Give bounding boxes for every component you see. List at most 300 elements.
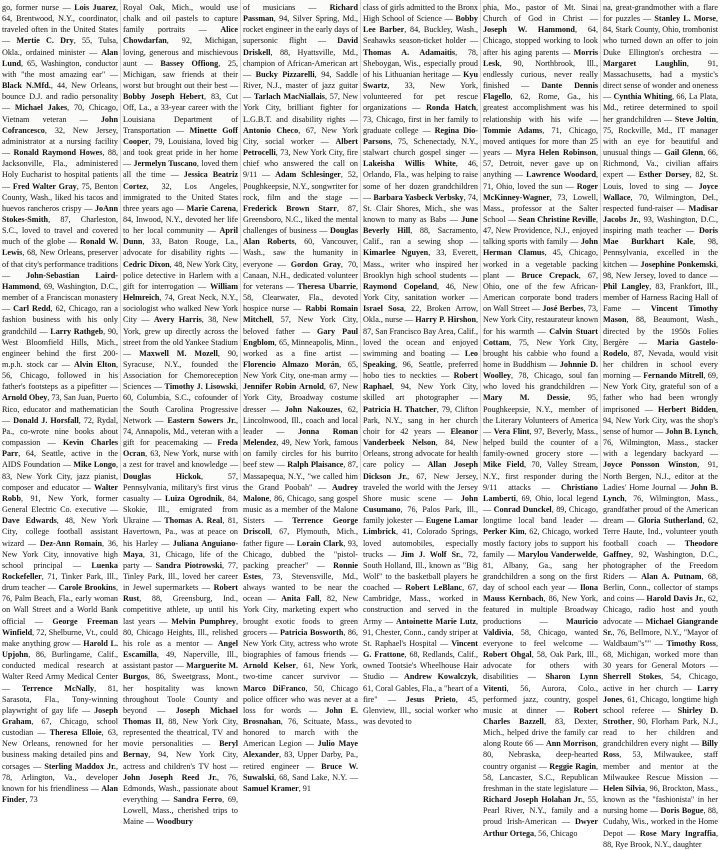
person-description: 68, Michigan, worked more than 30 years for General Motors <box>603 650 718 671</box>
name-entry: Bobby Lee Barber, 84, Buckley, Wash., Seahawks season-ticket holder <box>363 14 479 46</box>
name-entry: Josephine Ponkemski, 98, New Jersey, loved to dance <box>603 259 718 280</box>
person-description: 57, New York City, brilliant fighter for L.G.B.T. and disability rights <box>243 92 359 124</box>
entry-separator: — <box>465 148 478 158</box>
person-description: 53, Milwaukee, staff member and mentor at the Milwaukee Rescue Mission <box>603 750 719 782</box>
name-entry: Fernando Mitrell, 69, New York City, grateful son of a father who had been wrongly imprisoned <box>603 371 718 414</box>
entry-separator: — <box>449 69 464 79</box>
name-entry: Michael Jakes, 70, Chicago, Vietnam veteran <box>2 103 118 124</box>
person-name: Mauricio Valdivia <box>483 616 598 637</box>
person-description: 73, New York City, restaurateur known for his warmth <box>483 304 599 336</box>
name-entry: Avery Harris, 38, New York, grew up directly across the street from the old Yankee Stadium <box>123 315 238 347</box>
entry-separator: — <box>463 237 478 247</box>
person-name: John Cofrancesco <box>2 114 118 135</box>
person-name: Luenka Rockefeller <box>2 560 118 581</box>
person-description: 47, New Providence, N.J., enjoyed talking sports with family <box>483 226 598 247</box>
entry-separator: — <box>313 136 336 146</box>
name-entry: Barbara Yasbeck Verbsky, 74, St. Clair Shores, Mich., she was known to many as Babs <box>363 192 478 224</box>
name-entry: Rabbi Romain Mitchell, 57, New York City, beloved father <box>243 304 358 336</box>
person-description: 87, Nevada, would visit her children in school every morning <box>603 348 719 381</box>
person-description: 49, New York, famous on family circles for his burrito beef stew <box>243 438 359 470</box>
name-entry: Larry Jones, 61, Chicago, longtime high school referee <box>603 683 719 715</box>
name-entry: Ilona Mauss Kernbach, 86, New York, featured in multiple Broadway productions <box>483 583 599 626</box>
entry-separator: — <box>345 650 358 660</box>
entry-separator: — <box>530 482 561 492</box>
entry-separator: — <box>60 460 74 470</box>
person-name: Jermelyn Tuscano <box>133 159 197 169</box>
entry-separator: — <box>546 360 560 369</box>
person-description: 91 <box>302 783 311 793</box>
person-name: Marie Carena <box>186 203 236 213</box>
name-entry: Bruce Crepack, 67, Ohio, one of the few African-American corporate bond traders on Wall Street <box>483 270 598 314</box>
name-entry: Joseph Michael Thomas II, 88, New York City, represented the theatrical, TV and movie personalities <box>123 705 238 749</box>
name-entry <box>483 3 598 23</box>
name-entry: Juliana Anguiano-Maya, 31, Chicago, life of the party <box>123 538 238 570</box>
name-entry <box>243 3 295 12</box>
person-description: 88, Greensburg, Ind., competitive athlete, up until his last years <box>123 594 238 626</box>
entry-separator: — <box>57 360 74 369</box>
person-name: Herbert Bidden <box>658 404 716 414</box>
name-entry: Anita Fall, 82, New York City, marketing expert who brought exotic foods to green grocers <box>243 594 359 637</box>
name-entry: Dante Dennis Flagello, 62, Rome, Ga., his greatest accomplishment was his relationship with his wife <box>483 81 598 124</box>
name-entry: Helen Silvia, 96, Brockton, Mass., known as the "fashionista" in her nursing home <box>603 783 718 816</box>
person-name: Douglas Hickok <box>123 471 202 481</box>
person-name: Joseph Graham <box>2 705 118 726</box>
entry-separator: — <box>149 516 165 526</box>
name-entry: Dwyer Arthur Ortega, 56, Chicago <box>483 817 599 838</box>
person-description: 70, Canaan, N.H., dedicated volunteer for veterans <box>243 259 359 291</box>
person-description: 91, North Bergen, N.J., editor at the Ladies' Home Journal <box>603 460 719 492</box>
person-description: 69, Lowell, Mass., cherished trips to Maine <box>123 795 238 827</box>
person-description: class of girls admitted to the Bronx High School of Science <box>363 3 478 24</box>
person-name: Donald J. Horsfall <box>13 415 79 425</box>
person-name: Thomas A. Adamaitis <box>363 47 456 57</box>
person-description: 58, Clearwater, Fla., devoted hospice nurse <box>243 293 358 314</box>
name-entry: Maxwell M. Mozell, 90, Syracuse, N.Y., founded the Association for Chemoreception Sciences <box>123 348 238 392</box>
name-entry: Jermelyn Tuscano, loved them all the time <box>123 159 239 180</box>
person-description: 61, Chicago, longtime high school referee <box>603 694 718 715</box>
person-description: 93, Washington, D.C., inspiring math teacher <box>603 214 718 236</box>
person-name: Reggie Ragin <box>549 761 596 771</box>
person-name: Myra Helen Robinson <box>515 148 596 158</box>
entry-separator: — <box>436 638 452 648</box>
entry-separator: — <box>499 270 522 280</box>
person-description: 91, New York, former General Electric Co. executive <box>2 493 119 515</box>
entry-separator: — <box>29 761 45 771</box>
person-name: Mertie C. Dry <box>16 36 74 46</box>
person-name: Freda Ocran <box>123 438 238 459</box>
person-name: Larry Rathgeb <box>50 326 104 336</box>
person-name: Raymond Copeland <box>363 281 438 291</box>
person-name: Sandra Ferro <box>173 795 223 805</box>
person-name: Madisar Jacobs Jr. <box>603 203 718 224</box>
name-entry: Luenka Rockefeller, 71, Tinker Park, Ill., drum teacher <box>2 560 118 593</box>
entry-separator: — <box>301 705 326 715</box>
entry-separator: — <box>312 482 332 492</box>
person-description: 62, Terre Haute, Ind., volunteer youth football coach <box>603 516 718 548</box>
person-description: 75, Rockville, Md., IT manager with an eye for beautiful and unusual things <box>603 125 718 158</box>
entry-separator: — <box>511 170 527 180</box>
person-description: 86, Sweetgrass, Mont., her hospitality was known throughout Toole County and beyond <box>123 672 238 715</box>
person-name: Lois Juarez <box>74 3 116 12</box>
person-description: 48, New York City, college football assistant wizard <box>2 516 118 548</box>
name-entry: Sterling Maddox Jr., 78, Arlington, Va., developer known for his friendliness <box>2 761 118 793</box>
person-description: 54, Chicago, active in her church <box>603 672 718 693</box>
person-name: Carl Redd <box>13 304 51 314</box>
person-name: Helen Silvia <box>603 783 646 793</box>
person-description: 94, Silver Spring, Md., rocket engineer in the early days of supersonic flight <box>243 14 359 46</box>
person-description: 87, San Francisco Bay Area, Calif., loved the ocean and enjoyed swimming and boating <box>363 326 478 358</box>
entry-separator: — <box>556 817 575 827</box>
person-name: Eugene Lamar Limbrick <box>363 516 478 537</box>
text-column-6 <box>600 0 720 849</box>
person-name: Perker Kim <box>483 527 525 537</box>
person-name: Tarlach MacNiallais <box>253 92 325 102</box>
name-entry: John Herman Clamus, 45, Chicago, worked in a vegetable packing plant <box>483 237 598 280</box>
name-entry: Jessica Beatriz Cortez, 32, Los Angeles, immigrated to the United States three years ago <box>123 170 239 213</box>
name-entry: Robert Ohgal, 58, Oak Park, Ill., advocate for others with disabilities <box>483 650 598 682</box>
person-description: 58, Lancaster, S.C., Republican freshman in the state legislature <box>483 772 598 793</box>
person-description: 86, Burlingame, Calif., conducted medical research at Walter Reed Army Medical Center <box>2 650 119 682</box>
person-name: Arnold Kelser <box>243 661 297 671</box>
entry-separator: — <box>587 783 599 793</box>
name-entry: Robert Rust, 88, Greensburg, Ind., competitive athlete, up until his last years <box>123 583 239 626</box>
person-description: 79, Clifton Park, N.Y., sang in her church choir for 42 years <box>363 404 478 436</box>
person-name: Bassey Offiong <box>160 58 219 68</box>
person-name: Douglas Alan Roberts <box>243 226 358 247</box>
text-column-2 <box>120 0 240 827</box>
entry-separator: — <box>2 36 17 46</box>
person-description: 84, Stark County, Ohio, trombonist who turned down an offer to join Duke Ellington's orchestra <box>603 25 718 57</box>
person-description: 57, Detroit, never gave up on anything <box>483 159 598 180</box>
entry-separator: — <box>170 125 190 135</box>
person-description: 91, Massachusetts, had a mystic's direct sense of wonder and oneness <box>603 58 718 91</box>
entry-separator: — <box>155 616 172 626</box>
name-entry: Thomas A. Real, 81, Havertown, Pa., was at peace on his Harley <box>123 516 238 548</box>
person-description: 62, Chicago, radio host and youth advocate <box>603 594 718 626</box>
name-entry: Robert Charles Bazzell, 83, Dexter, Mich., helped drive the family car along Route 66 <box>483 705 598 749</box>
person-name: Ralph Plaisance <box>287 460 344 470</box>
person-description: 76, Palos Park, Ill., family jokester <box>363 505 478 526</box>
name-entry: John-Sebastian Laird-Hammond, 69, Washington, D.C., member of a Franciscan monastery <box>2 270 118 303</box>
entry-separator: — <box>622 828 640 838</box>
name-entry: Vera Flint, 97, Beverly, Mass., helped build the counter of a family-owned grocery store <box>483 426 598 459</box>
entry-separator: — <box>123 348 140 358</box>
name-entry: Marguerite M. Burgos, 86, Sweetgrass, Mont., her hospitality was known throughout Toole County and beyond <box>123 661 239 715</box>
person-description: 76, Wilmington, Mass., grandfather proud of the American dream <box>603 493 718 526</box>
person-description: 96, Brockton, Mass., known as the "fashionista" in her nursing home <box>603 783 718 816</box>
name-entry: Lawrence Woodard, 71, Ohio, loved the sun <box>483 170 598 191</box>
person-name: Cedric Dixon <box>123 259 170 269</box>
person-name: Joyce Ponsson Winston <box>603 460 698 470</box>
person-name: Kimarlee Nguyen <box>363 248 429 258</box>
person-description: 62, Chicago, worked mostly factory jobs to support his family <box>483 527 599 559</box>
name-entry: José Berbes, 73, New York City, restaurateur known for his warmth <box>483 304 599 336</box>
person-description: 69, Washington, D.C., member of a Franciscan monastery <box>2 281 118 303</box>
entry-separator: — <box>289 304 306 314</box>
person-name: Melvin Pumphrey <box>171 616 236 626</box>
entry-separator: — <box>634 594 647 604</box>
name-entry: Vincent G. Frattone, 68, Redlands, Calif., owned Tootsie's Wheelhouse Hair Studio <box>363 638 478 682</box>
person-description: 88, Beaumont, Wash., directed by the 1950s Folies Bergère <box>603 315 718 347</box>
entry-separator: — <box>299 761 322 771</box>
person-description: of musicians <box>243 3 296 12</box>
person-description: 62, Rome, Ga., his greatest accomplishment was his relationship with his wife <box>483 92 598 124</box>
person-name: Marylou Vanderwelde <box>517 549 596 559</box>
name-entry: Tarlach MacNiallais, 57, New York City, brilliant fighter for L.G.B.T. and disability rights <box>243 92 359 124</box>
name-entry: Alice Chowdarfan, 92, Michigan, loving, generous and mischievous aunt <box>123 25 238 68</box>
person-description: 94, New York City, skilled art photographer <box>363 382 478 403</box>
name-entry: June Beverly Hill, 88, Sacramento, Calif., ran a sewing shop <box>363 214 479 247</box>
person-description: 57, Pennsylvania, military's first virus casualty <box>123 471 238 503</box>
person-description: 88, Jacksonville, Fla., administered Holy Eucharist to hospital patients <box>2 148 119 180</box>
person-description: 68, Berlin, Conn., collector of stamps and coins <box>603 571 719 604</box>
entry-separator: — <box>261 594 282 604</box>
person-name: Calvin Stuart Cottam <box>483 326 598 347</box>
person-description: 73, Lowell, Mass., professor at the Salter School <box>483 192 598 224</box>
entry-separator: — <box>139 560 156 570</box>
person-name: Theresa Ubarrie <box>297 281 356 291</box>
entry-separator: — <box>701 47 719 57</box>
person-description: 73 <box>29 795 38 805</box>
entry-separator: — <box>446 214 462 224</box>
entry-separator: — <box>2 181 13 191</box>
name-entry: Vincent Timothy Mason, 88, Beaumont, Wash., directed by the 1950s Folies Bergère <box>603 304 718 347</box>
person-name: Eastern Sowers Jr. <box>167 415 236 425</box>
name-entry: Harold Davis Jr., 62, Chicago, radio host and youth advocate <box>603 594 718 626</box>
person-description: 56, Chicago <box>538 828 578 838</box>
name-entry: Jim J. Wolf Sr., 72, South Holland, Ill., known as "Big Wolf" to the basketball players he coached <box>363 549 478 593</box>
entry-separator: — <box>2 683 22 693</box>
name-entry: Frederick Brown Starr, 87, Greensboro, N.C., liked the mental challenges of business <box>243 203 358 236</box>
name-entry: Walter Robb, 91, New York, former General Electric Co. executive <box>2 482 119 515</box>
person-name: Carole Brookins <box>58 583 116 593</box>
name-entry: April Dunn, 33, Baton Rouge, La., advocate for disability rights <box>123 226 238 258</box>
name-entry: Doris Bogue, 88, Cudahy, Wis., worked in the Home Depot <box>603 806 719 838</box>
entry-separator: — <box>381 616 397 626</box>
entry-separator: — <box>45 583 59 593</box>
name-entry: Arnold Kelser, 61, New York, two-time cancer survivor <box>243 661 359 682</box>
name-entry: Stanley L. Morse, 84, Stark County, Ohio, trombonist who turned down an offer to join Duke Ellington's orchestra <box>603 14 718 57</box>
person-name: Stanley L. Morse <box>654 14 716 24</box>
entry-separator: — <box>157 795 174 805</box>
name-entry: John Nakouzes, 62, Lincolnwood, Ill., coach and local leader <box>243 404 358 436</box>
person-description: 75, New York City, brought his cabbie who found a home in Buddhism <box>483 337 598 369</box>
person-name: Esther Dorsey <box>638 170 690 180</box>
entry-separator: — <box>282 281 298 291</box>
name-entry: Johnnie D. Woolley, 78, Chicago, soul fan who loved his grandchildren <box>483 360 599 392</box>
name-entry: Gordon Gray, 70, Canaan, N.H., dedicated volunteer for veterans <box>243 259 359 291</box>
entry-separator: — <box>173 203 187 213</box>
person-description: 87, Greensboro, N.C., liked the mental challenges of business <box>243 203 358 236</box>
person-description: 71, Ohio, loved the sun <box>483 181 563 191</box>
person-name: Terrence McNally <box>21 683 95 693</box>
person-name: Lorain Clark <box>296 538 344 548</box>
entry-separator: — <box>705 661 718 671</box>
name-entry: Bassey Offiong, 25, Michigan, saw friends at their worst but brought out their best <box>123 58 239 91</box>
person-name: Fred Walter Gray <box>12 181 77 191</box>
person-name: Rabbi Romain Mitchell <box>243 304 358 325</box>
name-entry: Shirley D. Strother, 90, Florham Park, N.J., read to her children and grandchildren every night <box>603 705 718 749</box>
person-name: Roger McKinney-Wagner <box>483 181 598 202</box>
person-name: Steve Joltin <box>674 114 716 124</box>
entry-separator: — <box>624 571 642 581</box>
name-entry: Ralph Plaisance, 87, Massapequa, N.Y., "we called him the Grand Poobah" <box>243 460 359 492</box>
entry-separator: — <box>36 326 51 336</box>
person-description: 41, Colorado Springs, loved automobiles, especially trucks <box>363 527 478 559</box>
person-description: 62, Lincolnwood, Ill., coach and local leader <box>243 404 358 436</box>
entry-separator: — <box>504 549 518 559</box>
entry-separator: — <box>703 449 719 459</box>
person-name: Sherrell Stokes <box>603 672 662 682</box>
person-description: 58, Oak Park, Ill., advocate for others with disabilities <box>483 650 598 682</box>
entry-separator: — <box>623 516 638 526</box>
person-name: Joseph Michael Thomas II <box>123 705 238 726</box>
name-entry: Regina Dio-Parsons, 75, Schenectady, N.Y., stalwart church gospel singer <box>363 125 479 158</box>
person-name: Jessica Beatriz Cortez <box>123 170 239 191</box>
name-entry: Patricia H. Thatcher, 79, Clifton Park, N.Y., sang in her church choir for 42 years <box>363 404 478 436</box>
person-description: 87, Massapequa, N.Y., "we called him the Grand Poobah" <box>243 460 359 492</box>
entry-separator: — <box>418 125 435 135</box>
entry-separator: — <box>243 92 254 102</box>
name-entry: Morris Lesk, 90, Northbrook, Ill., endlessly curious, never really finished <box>483 47 598 91</box>
name-entry: Beryl Bernay, 94, New York City, actress and children's TV host <box>123 739 239 771</box>
person-name: Bobby Joseph Hebert <box>123 92 204 102</box>
person-description: 67, New York City, Broadway costume dresser <box>243 382 358 414</box>
person-description: 55, Tulsa, Okla., ordained minister <box>2 36 119 57</box>
person-name: Fernando Mitrell <box>643 371 704 381</box>
person-name: Marco DiFranco <box>243 683 306 693</box>
person-description: 66, Richmond, Va., civilian affairs expert <box>603 148 719 180</box>
entry-separator: — <box>582 114 599 124</box>
name-entry: John B. Lynch, 76, Wilmington, Mass., stacker with a legendary backyard <box>603 426 718 459</box>
entry-separator: — <box>518 672 546 682</box>
person-description: 32, New Jersey, administrator at a nursing facility <box>2 125 119 146</box>
entry-separator: — <box>483 426 494 436</box>
entry-separator: — <box>431 426 451 436</box>
name-entry: Douglas Hickok, 57, Pennsylvania, military's first virus casualty <box>123 471 238 503</box>
person-name: Christiano Lamberti <box>483 482 598 503</box>
person-name: Vera Flint <box>493 426 530 436</box>
entry-separator: — <box>274 460 288 470</box>
person-description: 60, Vancouver, Wash., saw the humanity in everyone <box>243 237 358 269</box>
person-name: Anita Fall <box>281 594 320 604</box>
entry-separator: — <box>562 181 577 191</box>
entry-separator: — <box>149 493 165 503</box>
person-description: 88, New York City, represented the theatrical, TV and movie personalities <box>123 717 238 749</box>
person-description: 73, Stevensville, Md., always wanted to be near the ocean <box>243 571 358 604</box>
person-description: 56, Aurora, Colo., performed jazz, country, gospel music at dinner <box>483 683 598 715</box>
person-description: 86, Chicago, sang gospel music as a member of the Malone Sisters <box>243 493 359 526</box>
entry-separator: — <box>197 438 218 448</box>
name-entry: Mary M. Dessie, 95, Poughkeepsie, N.Y., member of the Literary Volunteers of America <box>483 393 599 425</box>
entry-separator: — <box>582 14 598 24</box>
entry-separator: — <box>2 415 14 425</box>
name-entry: Herbert Bidden, 94, New York City, was the shop's sense of humor <box>603 404 718 436</box>
name-entry: Dez-Ann Romain, 36, New York City, innovative high school principal <box>2 538 119 570</box>
person-name: Ronald Raymond Howes <box>13 148 103 158</box>
person-description: 46, New York City, sanitation worker <box>363 281 479 303</box>
person-name: Audrey Malone <box>243 482 358 503</box>
name-entry: Bobby Joseph Hebert, 83, Cut Off, La., a 33-year career with the Louisiana Department of Transportation <box>123 92 238 135</box>
entry-separator: — <box>677 683 698 693</box>
entry-separator: — <box>389 583 406 593</box>
person-description: 67, New Jersey, traveled the world with the Jersey Shore music scene <box>363 471 479 503</box>
name-entry: Donald J. Horsfall, 72, Rydal, Pa., co-wrote nine books about compassion <box>2 415 118 448</box>
name-entry: Esther Dorsey, 82, St. Louis, loved to sing <box>603 170 719 191</box>
name-entry: Harry P. Hirshon, 87, San Francisco Bay Area, Calif., loved the ocean and enjoyed swimming and boating <box>363 315 478 358</box>
person-name: Margaret Laughlin <box>603 58 687 68</box>
name-entry: Harold L. Upjohn, 86, Burlingame, Calif., conducted medical research at Walter Reed Army Medical Center <box>2 638 119 682</box>
name-entry: Luiza Ogrodnik, 84, Skokie, Ill., emigrated from Ukraine <box>123 493 238 526</box>
name-entry: John Cusumano, 76, Palos Park, Ill., family jokester <box>363 493 478 526</box>
person-description: 38, New York, grew up directly across the street from the old Yankee Stadium <box>123 315 238 347</box>
name-entry: Gary Paul Engblom, 65, Minneapolis, Minn., worked as a fine artist <box>243 326 358 358</box>
person-name: Antonio Checo <box>243 125 299 135</box>
entry-separator: — <box>341 348 359 358</box>
person-description: 90, Northbrook, Ill., endlessly curious, never really finished <box>483 58 598 91</box>
entry-separator: — <box>536 761 550 771</box>
person-description: 73, Chicago, first in her family to graduate college <box>363 114 478 135</box>
text-column-1 <box>0 0 120 805</box>
entry-separator: — <box>106 505 118 515</box>
name-entry: Billy Ross, 53, Milwaukee, staff member and mentor at the Milwaukee Rescue Mission <box>603 739 719 782</box>
person-name: Luiza Ogrodnik <box>164 493 223 503</box>
entry-separator: — <box>342 192 358 202</box>
entry-separator: — <box>631 616 646 626</box>
person-name: Kevin Charles Parr <box>2 438 118 459</box>
person-description: 22, Broken Arrow, Okla., nurse <box>363 304 479 325</box>
person-name: Dwyer Arthur Ortega <box>483 817 599 838</box>
entry-separator: — <box>143 817 156 827</box>
entry-separator: — <box>257 170 276 180</box>
person-description: 76, Palm Beach, Fla., early woman on Wall Street and a World Bank official <box>2 594 118 626</box>
name-entry: Allan Joseph Dickson Jr., 67, New Jersey, traveled the world with the Jersey Shore music scene <box>363 460 479 503</box>
name-entry: Kyu Swartz, 33, New York, volunteered for pet rescue organizations <box>363 69 478 113</box>
person-description: 88, Sacramento, Calif., ran a sewing shop <box>363 226 478 247</box>
name-entry: Timothy J. Lisowski, 60, Columbia, S.C., cofounder of the South Carolina Progressive Network <box>123 382 239 425</box>
person-description: 78, Chicago, soul fan who loved his grandchildren <box>483 371 599 392</box>
name-entry <box>2 3 59 12</box>
person-name: Bucky Pizzarelli <box>255 69 315 79</box>
person-name: John Herman Clamus <box>483 237 598 258</box>
person-description: 67, Ohio, one of the few African-American corporate bond traders on Wall Street <box>483 270 598 314</box>
person-description: 33, New York, volunteered for pet rescue organizations <box>363 81 478 113</box>
entry-separator: — <box>65 237 81 247</box>
entry-separator: — <box>521 616 566 626</box>
person-description: 91, Chester, Conn., candy striper at St. Raphael's Hospital <box>363 627 478 648</box>
person-name: Jennifer Robin Arnold <box>243 382 324 392</box>
person-name: Robert Rust <box>123 583 239 604</box>
person-description: 83, Frankfort, Ill., member of Harness Racing Hall of Fame <box>603 281 718 314</box>
name-entry: Cynthia Whiting, 66, La Plata, Md., retiree determined to spoil her grandchildren <box>603 92 719 124</box>
name-entry: Albert Petrocelli, 73, New York City, fire chief who answered the call on 9/11 <box>243 136 359 180</box>
person-description: 96, Seattle, preferred hobo ties to neckties <box>363 360 478 381</box>
person-description: 90, West Bloomfield Hills, Mich., engineer behind the first 200-m.p.h. stock car <box>2 326 119 369</box>
name-entry: John Joseph Reed Jr., 76, Edmonds, Wash., passionate about everything <box>123 772 238 805</box>
name-entry: Larry Rathgeb, 90, West Bloomfield Hills, Mich., engineer behind the first 200-m.p.h. stock car <box>2 326 119 369</box>
person-name: Sean Christine Reville <box>518 214 596 224</box>
person-name: Walter Robb <box>2 482 118 503</box>
name-entry: Antonio Checo, 67, New York City, social worker <box>243 125 359 146</box>
entry-separator: — <box>639 14 655 24</box>
name-entry: Mike Longo, 83, New York City, jazz pianist, composer and educator <box>2 460 119 492</box>
name-entry: Marie Carena, 84, Inwood, N.Y., devoted her life to her local community <box>123 203 239 236</box>
person-name: Jonna Roman Melendez <box>243 426 358 448</box>
person-description: 80, Nebraska, deep-hearted country organist <box>483 750 598 771</box>
entry-separator: — <box>626 259 641 269</box>
entry-separator: — <box>567 237 581 247</box>
person-name: April Dunn <box>123 226 238 247</box>
